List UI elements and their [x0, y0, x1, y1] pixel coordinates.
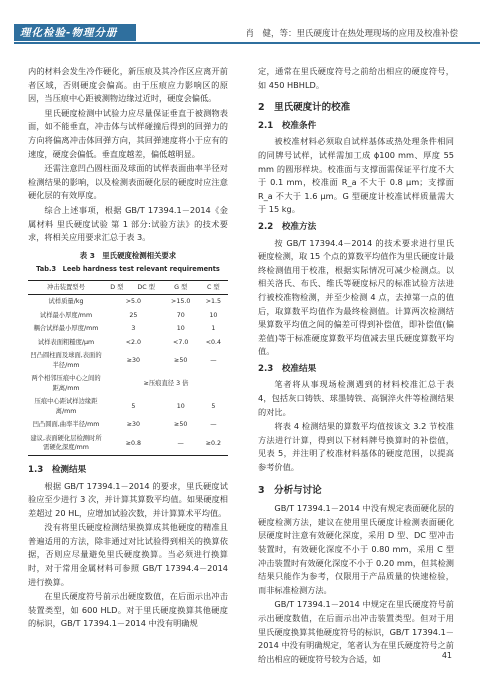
table-header-row [28, 280, 228, 295]
cell-c: — [210, 421, 217, 429]
cell-g: — [177, 439, 184, 447]
table-row [28, 349, 228, 372]
table-header-cell: G 型 [174, 283, 188, 291]
cell-c: ≥0.2 [205, 439, 221, 447]
table-3 [28, 249, 228, 456]
paragraph: 综合上述事项，根据 GB/T 17394.1－2014《金属材料 里氏硬度试验 第 1 部分:试验方法》的技术要求，将相关应用要求汇总于表 3。 [28, 204, 228, 243]
table-caption-en: Tab.3 Leeb hardness test relevant requirements [36, 265, 220, 274]
paragraph: 在里氏硬度符号前示出硬度数值，在后面示出冲击装置类型，如 600 HLD。对于里氏硬度换算其他硬度的标识，GB/T 17394.1－2014 中没有明确规 [28, 591, 228, 629]
row-label: 两个相邻压痕中心之间的距离/mm [31, 375, 101, 392]
cell-d-dc: >5.0 [125, 298, 141, 306]
section-heading-2-1: 2.1 校准条件 [258, 120, 317, 131]
running-title: 肖 健，等：里氏硬度计在热处理现场的应用及校准补偿 [245, 29, 458, 39]
cell-span: ≥压痕直径 3 倍 [143, 380, 189, 388]
row-label: 凹凸圆柱面及球面,表面的半径/mm [30, 352, 102, 369]
table-header-cell: 冲击装置型号 [47, 283, 85, 291]
section-heading-1-3: 1.3 检测结果 [28, 464, 87, 475]
right-column [258, 65, 454, 667]
row-label: 压痕中心距试样边缘距离/mm [34, 398, 98, 415]
paragraph: 没有将里氏硬度检测结果换算成其他硬度的精准且普遍适用的方法，除非通过对比试验得到相关的换算依据，否则应尽量避免里氏硬度换算。当必须进行换算时，对于常用金属材料可参照 GB/T 17394.4－2014 进行换算。 [28, 522, 228, 587]
cell-g: ≥50 [174, 357, 188, 365]
cell-c: — [210, 357, 217, 365]
cell-c: >1.5 [205, 298, 221, 306]
paragraph: 将表 4 检测结果的算数平均值按该文 3.2 节校准方法进行计算，得到以下材料牌号换算时的补偿值，见表 5，并注明了校准材料基体的硬度范围，以提高参考价值。 [258, 421, 454, 473]
cell-g: 10 [176, 325, 185, 333]
cell-d-dc: 5 [131, 403, 136, 411]
paragraph: 按 GB/T 17394.4－2014 的技术要求进行里氏硬度检测，取 15 个点的算数平均值作为里氏硬度计最终检测值用于校准，根据实际情况可减少检测点。以相关洛氏、布氏、维氏等硬度标尺的标准试验方法进行被校准物检测，并至少检测 4 点，去掉第一点的值后，取算数平均值作为最终检测值。计算两次检测结果算数平均值之间的偏差可得到补偿值，即补偿值(偏差值)等于标准硬度算数平均值减去里氏硬度算数平均值。 [258, 237, 454, 357]
row-label: 建议,表面硬化层检测时所需硬化深度/mm [30, 434, 102, 452]
cell-g: 70 [176, 311, 185, 319]
table-header-cell: C 型 [207, 283, 220, 291]
table-row [28, 309, 228, 323]
cell-d-dc: ≥30 [126, 357, 140, 365]
cell-g: 10 [176, 403, 185, 411]
table-header-cell: D 型 [110, 283, 124, 291]
row-label: 凹凸圆面,曲率半径/mm [32, 421, 100, 429]
cell-d-dc: 25 [129, 311, 138, 319]
paragraph: 根据 GB/T 17394.1－2014 的要求，里氏硬度试验应至少进行 3 次，并计算其算数平均值。如果硬度相差超过 20 HL，应增加试验次数，并计算算术平均值。 [28, 480, 228, 518]
requirements-table [28, 280, 228, 456]
cell-g: >15.0 [171, 298, 191, 306]
table-row [28, 418, 228, 432]
table-caption-zh: 表 3 里氏硬度检测相关要求 [79, 250, 177, 260]
cell-c: <0.4 [205, 338, 221, 346]
paragraph: 定，通常在里氏硬度符号之前给出相应的硬度符号，如 450 HBHLD。 [258, 66, 454, 90]
section-heading-2: 2 里氏硬度计的校准 [258, 102, 351, 114]
table-row [28, 295, 228, 309]
cell-c: 1 [211, 325, 216, 333]
page-number: 41 [441, 651, 452, 660]
table-row [28, 395, 228, 418]
section-heading-2-2: 2.2 校准方法 [258, 221, 317, 232]
paragraph: 内的材料会发生冷作硬化，新压痕及其冷作区应离开前者区域，否则硬度会偏高。由于压痕应力影响区的原因，当压痕中心距被测物边缘过近时，硬度会偏低。 [28, 66, 228, 104]
table-header-cell: DC 型 [137, 283, 155, 291]
section-heading-3: 3 分析与讨论 [258, 484, 322, 496]
paragraph: 被校准材料必须取自试样基体或热处理条件相同的同牌号试样，试样需加工成 ϕ100 mm、厚度 55 mm 的圆形样块。校准面与支撑面需保证平行度不大于 0.1 mm，校准面 R_a 不大于 0.8 μm；支撑面 R_a 不大于 1.6 μm。G 型硬度计校准试样质量需大于 15 kg。 [258, 136, 454, 215]
cell-g: ≥50 [174, 421, 188, 429]
table-row [28, 432, 228, 456]
row-label: 耦合试样最小厚度/mm [33, 325, 99, 333]
cell-d-dc: ≥30 [126, 421, 140, 429]
paragraph: 还需注意凹凸圆柱面及球面的试样表面曲率半径对检测结果的影响，以及检测表面硬化层的硬度时应注意硬化层的有效厚度。 [28, 163, 228, 201]
left-column [28, 65, 228, 632]
row-label: 试样质量/kg [48, 298, 84, 306]
cell-d-dc: 3 [131, 325, 136, 333]
cell-c: 5 [211, 403, 216, 411]
paragraph: 笔者将从事现场检测遇到的材料校准汇总于表 4，包括灰口铸铁、球墨铸铁、高铜淬火件等检测结果的对比。 [258, 379, 454, 417]
table-row [28, 336, 228, 350]
page-header [0, 0, 480, 62]
header-rule [14, 42, 480, 44]
cell-d-dc: <2.0 [125, 338, 141, 346]
cell-c: 10 [209, 311, 218, 319]
paragraph: 里氏硬度检测中试验力应尽量保证垂直于被测物表面，如不能垂直，冲击体与试样碰撞后得到的回弹力的方向将偏离冲击体回弹方向，其回弹速度将小于应有的速度，硬度会偏低。垂直度越差，偏低越明显。 [28, 107, 228, 159]
table-row [28, 322, 228, 336]
paragraph: GB/T 17394.1－2014 中没有规定表面硬化层的硬度检测方法，建议在使用里氏硬度计检测表面硬化层硬度时注意有效硬化深度，采用 D 型、DC 型冲击装置时，有效硬化深度不小于 0.80 mm，采用 C 型冲击装置时有效硬化深度不小于 0.20 mm，但其检测结果只能作为参考，仅限用于产品质量的快速检验，而非标准检测方法。 [258, 503, 454, 595]
cell-g: <7.0 [173, 338, 189, 346]
cell-d-dc: ≥0.8 [125, 439, 141, 447]
row-label: 试样最小厚度/mm [39, 311, 93, 319]
paragraph: GB/T 17394.1－2014 中规定在里氏硬度符号前示出硬度数值，在后面示出冲击装置类型。但对于用里氏硬度换算其他硬度符号的标识，GB/T 17394.1－2014 中没有明确规定，笔者认为在里氏硬度符号之前给出相应的硬度符号较为合适，如 [258, 599, 454, 664]
journal-logo-text: 理化检验-物理分册 [20, 27, 118, 39]
table-row [28, 372, 228, 395]
row-label: 试样表面粗糙度/μm [37, 338, 95, 346]
section-heading-2-3: 2.3 校准结果 [258, 363, 317, 374]
